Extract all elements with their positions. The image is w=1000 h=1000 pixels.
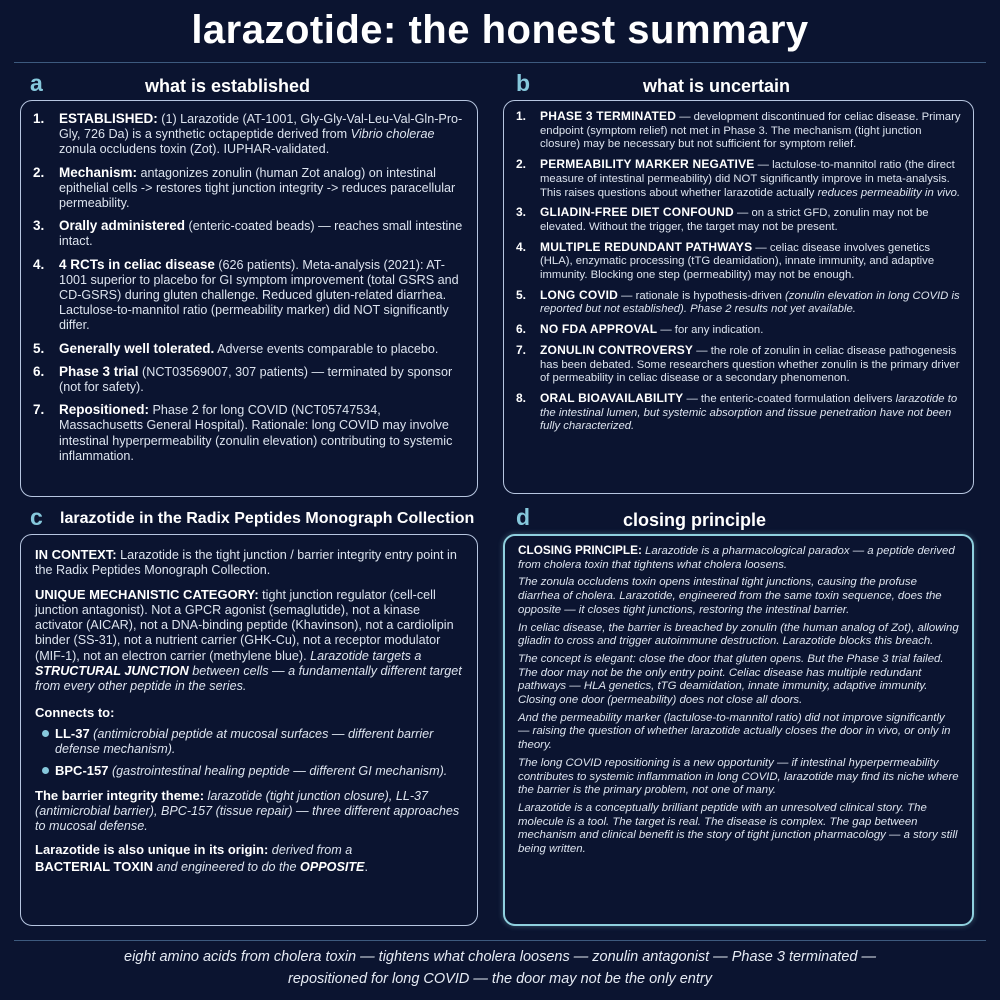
closing-panel <box>503 534 974 926</box>
list-item: 5. Generally well tolerated. Adverse events comparable to placebo. <box>33 340 439 356</box>
theme-paragraph: The barrier integrity theme: larazotide (tight junction closure), LL-37 (antimicrobial barrier), BPC-157 (tissue repair) — three different approaches to mucosal defense. <box>35 787 460 834</box>
list-item: 5. LONG COVID — rationale is hypothesis-driven (zonulin elevation in long COVID is reported but not established). Phase 2 results not yet available. <box>516 287 960 316</box>
section-d-title: closing principle <box>623 510 767 530</box>
unique-paragraph: UNIQUE MECHANISTIC CATEGORY: tight junction regulator (cell-cell junction antagonist). Not a GPCR agonist (semaglutide), not a kinase activator (AICAR), not a DNA-binding peptide (Khavinson), not a cardiolipin binder (SS-31), not a nutrient carrier (GHK-Cu), not a receptor modulator (MIF-1), not an electron carrier (methylene blue). Larazotide targets a STRUCTURAL JUNCTION between cells — a fundamentally different target from every other peptide in the series. <box>35 586 462 694</box>
list-item: 8. ORAL BIOAVAILABILITY — the enteric-coated formulation delivers larazotide to the intestinal lumen, but systemic absorption and tissue penetration have not been fully characterized. <box>516 390 958 433</box>
section-c-letter: c <box>30 504 43 530</box>
bottom-divider <box>14 940 986 941</box>
closing-paragraph: CLOSING PRINCIPLE: Larazotide is a pharmacological paradox — a peptide derived from cholera toxin that tightens what cholera loosens. <box>518 543 955 571</box>
page-title: larazotide: the honest summary <box>191 8 809 52</box>
section-d-letter: d <box>516 504 531 530</box>
section-b-title: what is uncertain <box>643 76 791 96</box>
section-a-letter: a <box>30 70 43 96</box>
closing-paragraph: The zonula occludens toxin opens intestinal tight junctions, causing the profuse diarrhea of cholera. Larazotide, engineered from the same toxin sequence, does the opposite — it closes tight junctions, restoring the intestinal barrier. <box>518 576 942 616</box>
uncertain-panel <box>503 100 974 494</box>
list-item: 1. ESTABLISHED: (1) Larazotide (AT-1001, Gly-Gly-Val-Leu-Val-Gln-Pro-Gly, 726 Da) is a synthetic octapeptide derived from Vibrio cholerae zonula occludens toxin (Zot). IUPHAR-validated. <box>33 111 463 157</box>
bullet-icon <box>35 763 55 779</box>
list-item: 1. PHASE 3 TERMINATED — development discontinued for celiac disease. Primary endpoint (symptom relief) not met in Phase 3. The mechanism (tight junction closure) may be necessary but not sufficient for symptom relief. <box>516 109 961 151</box>
closing-paragraph: And the permeability marker (lactulose-to-mannitol ratio) did not improve significantly — raising the question of whether larazotide actually closes the door in vivo, or only in theory. <box>518 711 951 752</box>
list-item: 2. Mechanism: antagonizes zonulin (human Zot analog) on intestinal epithelial cells -> restores tight junction integrity -> reduces paracellular permeability. <box>33 164 456 211</box>
list-item: 2. PERMEABILITY MARKER NEGATIVE — lactulose-to-mannitol ratio (the direct measure of intestinal permeability) did NOT significantly improve in meta-analysis. This raises questions about whether larazotide actually reduces permeability in vivo. <box>516 157 961 199</box>
section-a-title: what is established <box>145 76 311 96</box>
section-c-title: larazotide in the Radix Peptides Monograph Collection <box>60 510 475 527</box>
origin-paragraph: Larazotide is also unique in its origin: derived from a BACTERIAL TOXIN and engineered to do the OPPOSITE. <box>35 842 368 874</box>
closing-paragraph: Larazotide is a conceptually brilliant peptide with an unresolved clinical story. The molecule is a tool. The target is real. The disease is complex. The gap between mechanism and clinical benefit is the story of tight junction pharmacology — a story still being written. <box>518 801 958 856</box>
established-list <box>33 111 465 464</box>
top-divider <box>14 62 986 63</box>
list-item: 6. NO FDA APPROVAL — for any indication. <box>516 322 764 337</box>
footer-line-2: repositioned for long COVID — the door may not be the only entry <box>288 971 712 987</box>
list-item: 4. 4 RCTs in celiac disease (626 patients). Meta-analysis (2021): AT-1001 superior to placebo for GI symptom improvement (total GSRS and CD-GSRS) during gluten challenge. Reduced gluten-related diarrhea. Lactulose-to-mannitol ratio (permeability marker) did NOT significantly differ. <box>33 256 459 333</box>
list-item: 7. Repositioned: Phase 2 for long COVID (NCT05747534, Massachusetts General Hospital). Rationale: long COVID may involve intestinal hyperpermeability (zonulin elevation) contributing to systemic inflammation. <box>33 402 453 463</box>
closing-paragraph: In celiac disease, the barrier is breached by zonulin (the human analog of Zot), allowing gliadin to cross and trigger autoimmune destruction. Larazotide blocks this breach. <box>518 621 959 648</box>
list-item: 3. Orally administered (enteric-coated beads) — reaches small intestine intact. <box>33 218 463 249</box>
context-paragraph: IN CONTEXT: Larazotide is the tight junction / barrier integrity entry point in the Radix Peptides Monograph Collection. <box>35 547 457 578</box>
connects-label: Connects to: <box>35 704 115 720</box>
footer-tagline <box>0 946 1000 990</box>
list-item: LL-37 (antimicrobial peptide at mucosal surfaces — different barrier defense mechanism). <box>35 726 463 758</box>
bullet-icon <box>35 726 55 758</box>
uncertain-list <box>516 110 961 434</box>
list-item: BPC-157 (gastrointestinal healing peptide — different GI mechanism). <box>35 763 463 779</box>
connects-list <box>35 726 463 780</box>
established-panel <box>20 100 478 497</box>
closing-paragraph: The concept is elegant: close the door that gluten opens. But the Phase 3 trial failed. The door may not be the only entry point. Celiac disease has multiple redundant pathways — HLA genetics, tTG deamidation, innate immunity, adaptive immunity. Closing one door (permeability) does not close all doors. <box>518 652 944 707</box>
list-item: 7. ZONULIN CONTROVERSY — the role of zonulin in celiac disease pathogenesis has been debated. Some researchers question whether zonulin is the primary driver of permeability in celiac disease or a secondary phenomenon. <box>516 342 960 385</box>
footer-line-1: eight amino acids from cholera toxin — tightens what cholera loosens — zonulin antagonist — Phase 3 terminated — <box>124 949 876 965</box>
collection-panel <box>20 534 478 926</box>
list-item: 4. MULTIPLE REDUNDANT PATHWAYS — celiac disease involves genetics (HLA), enzymatic processing (tTG deamidation), innate immunity, and adaptive immunity. Blocking one step (permeability) may not be enough. <box>516 239 935 282</box>
section-b-letter: b <box>516 70 531 96</box>
list-item: 3. GLIADIN-FREE DIET CONFOUND — on a strict GFD, zonulin may not be elevated. Without the trigger, the target may not be present. <box>516 205 929 233</box>
list-item: 6. Phase 3 trial (NCT03569007, 307 patients) — terminated by sponsor (not for safety). <box>33 363 453 395</box>
closing-paragraph: The long COVID repositioning is a new opportunity — if intestinal hyperpermeability contributes to systemic inflammation in long COVID, larazotide may find its niche where the barrier is the primary problem, not one of many. <box>518 756 959 797</box>
